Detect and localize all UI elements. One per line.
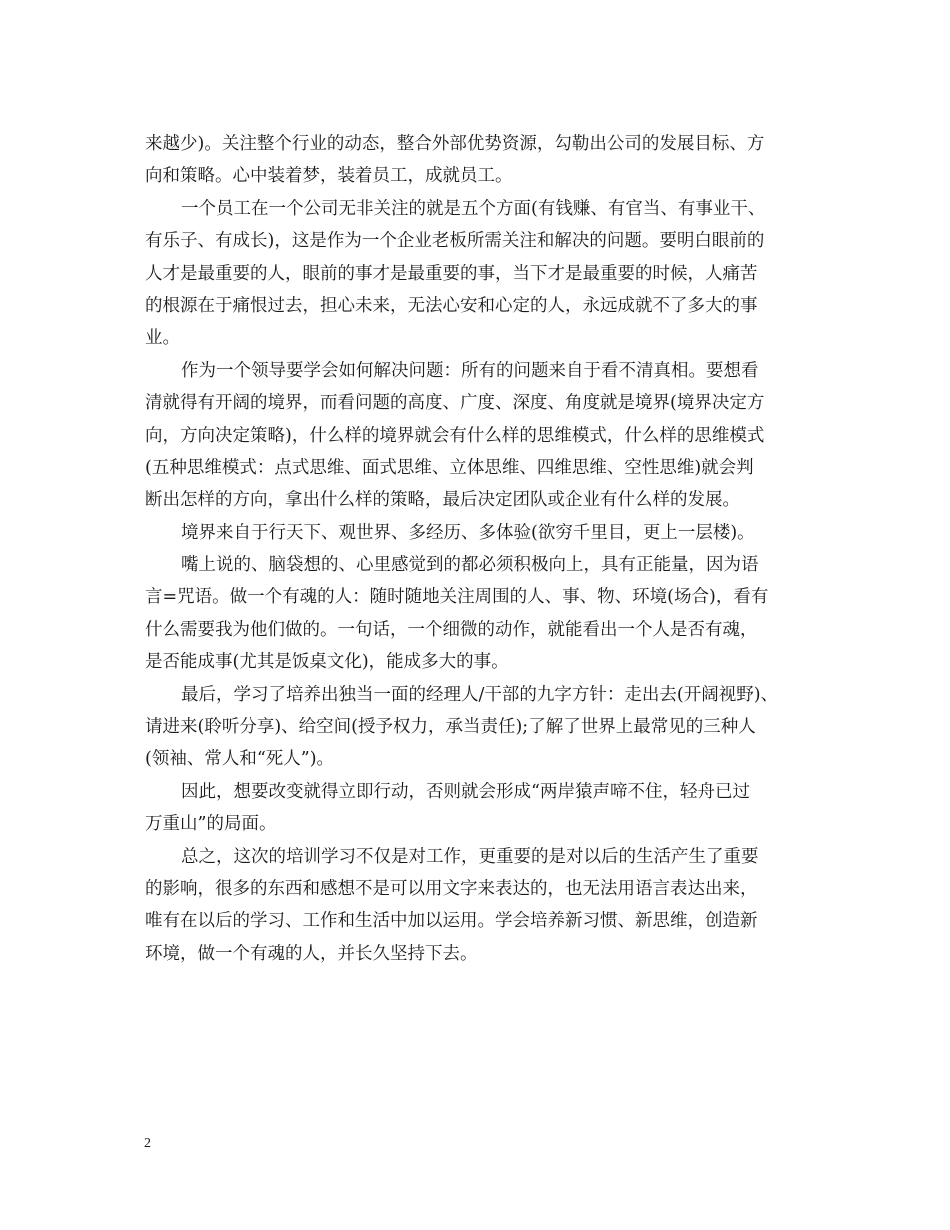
- text-line: 嘴上说的、脑袋想的、心里感觉到的都必须积极向上，具有正能量，因为语: [181, 555, 759, 576]
- text-line: 总之，这次的培训学习不仅是对工作，更重要的是对以后的生活产生了重要: [181, 846, 759, 867]
- text-line: 是否能成事(尤其是饭桌文化)，能成多大的事。: [145, 652, 509, 673]
- text-line: (五种思维模式：点式思维、面式思维、立体思维、四维思维、空性思维)就会判: [145, 457, 754, 478]
- text-line: 向和策略。心中装着梦，装着员工，成就员工。: [145, 166, 513, 187]
- text-line: 请进来(聆听分享)、给空间(授予权力，承当责任);了解了世界上最常见的三种人: [145, 717, 756, 738]
- page-number: 2: [144, 1136, 151, 1151]
- text-line: 断出怎样的方向，拿出什么样的策略，最后决定团队或企业有什么样的发展。: [145, 490, 740, 511]
- text-line: 唯有在以后的学习、工作和生活中加以运用。学会培养新习惯、新思维，创造新: [145, 911, 758, 932]
- text-line: 的根源在于痛恨过去，担心未来，无法心安和心定的人，永远成就不了多大的事: [145, 295, 758, 316]
- text-line: 言=咒语。做一个有魂的人：随时随地关注周围的人、事、物、环境(场合)，看有: [145, 587, 769, 608]
- text-line: (领袖、常人和“死人”)。: [145, 749, 335, 770]
- text-line: 的影响，很多的东西和感想不是可以用文字来表达的，也无法用语言表达出来，: [145, 878, 758, 899]
- text-line: 环境，做一个有魂的人，并长久坚持下去。: [145, 943, 478, 964]
- text-line: 一个员工在一个公司无非关注的就是五个方面(有钱赚、有官当、有事业干、: [181, 198, 766, 219]
- text-line: 业。: [145, 328, 180, 349]
- text-line: 万重山”的局面。: [145, 814, 277, 835]
- text-line: 清就得有开阔的境界，而看问题的高度、广度、深度、角度就是境界(境界决定方: [145, 393, 765, 414]
- text-line: 境界来自于行天下、观世界、多经历、多体验(欲穷千里目，更上一层楼)。: [181, 522, 755, 543]
- text-line: 来越少)。关注整个行业的动态，整合外部优势资源，勾勒出公司的发展目标、方: [145, 134, 765, 154]
- document-body: [145, 128, 810, 970]
- text-line: 最后，学习了培养出独当一面的经理人/干部的九字方针：走出去(开阔视野)、: [181, 684, 779, 705]
- text-line: 作为一个领导要学会如何解决问题：所有的问题来自于看不清真相。要想看: [181, 360, 759, 381]
- text-line: 什么需要我为他们做的。一句话，一个细微的动作，就能看出一个人是否有魂，: [145, 619, 758, 640]
- text-line: 人才是最重要的人，眼前的事才是最重要的事，当下才是最重要的时候，人痛苦: [145, 263, 758, 284]
- text-line: 向，方向决定策略)，什么样的境界就会有什么样的思维模式，什么样的思维模式: [145, 425, 765, 446]
- text-line: 因此，想要改变就得立即行动，否则就会形成“两岸猿声啼不住，轻舟已过: [181, 781, 750, 802]
- text-line: 有乐子、有成长)，这是作为一个企业老板所需关注和解决的问题。要明白眼前的: [145, 231, 765, 252]
